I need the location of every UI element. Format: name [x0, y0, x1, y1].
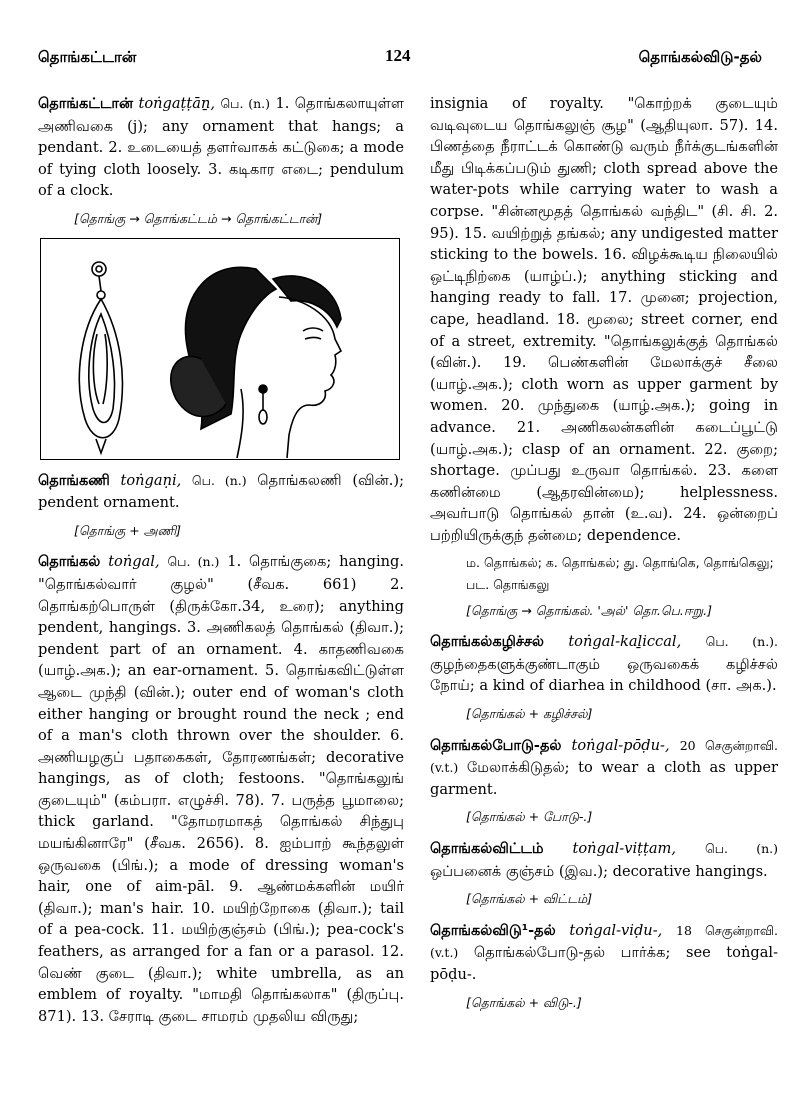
running-head-right: தொங்கல்விடு-தல்: [638, 48, 762, 66]
definition: 1. தொங்கலாயுள்ள அணிவகை (j); any ornament that hangs; a pendant. 2. உடையைத் தளர்வாகக் கட்டுகை; a mode of tying cloth loosely. 3. கடிகார எடை; pendulum of a clock.: [38, 95, 405, 200]
part-of-speech: பெ. (n.): [220, 96, 271, 111]
transliteration: toṅgaṭṭāṉ,: [138, 95, 216, 112]
entry-tongani: [38, 470, 404, 514]
definition: தொங்கலணி (வின்.); pendent ornament.: [38, 471, 405, 512]
definition: தொங்கல்போடு-தல் பார்க்க; see toṅgal-pōḍu-.: [430, 944, 779, 983]
running-head-left: தொங்கட்டான்: [38, 48, 137, 66]
illustration-figure: [40, 238, 400, 460]
etymology: [தொங்கல் + விட்டம்]: [466, 891, 593, 907]
entry-tongal-continued: [430, 93, 778, 546]
etymology: [தொங்கல் + கழிச்சல்]: [466, 706, 593, 722]
headword: தொங்கட்டான்: [38, 96, 134, 112]
headword: தொங்கல்விடு¹-தல்: [430, 922, 556, 939]
etymology: [தொங்கு → தொங்கட்டம் → தொங்கட்டான்]: [74, 210, 323, 226]
headword: தொங்கல்போடு-தல்: [430, 737, 562, 754]
entry-tongal: [38, 551, 404, 1027]
dravidian-cognates: ம. தொங்கல்; க. தொங்கல்; து. தொங்கெ, தொங்கெலு; பட. தொங்கலு: [466, 555, 774, 593]
definition-continued: insignia of royalty. "கொற்றக் குடையும் வடிவுடைய தொங்கலுஞ் சூழ" (ஆதியுலா. 57). 14. பிணத்தை நீராட்டக் கொண்டு வரும் நீர்க்குடங்களின் மீது பிடிக்கப்படும் துணி; cloth spread above the water-pots while carrying water to wash a corpse. "சின்னமூதத் தொங்கல் வந்திட" (சி. சி. 2. 95). 15. வயிற்றுத் தங்கல்; any undigested matter sticking to the bowels. 16. விழக்கூடிய நிலையில் ஒட்டிநிற்கை (யாழ்ப்.); anything sticking and hanging ready to fall. 17. முனை; projection, cape, headland. 18. மூலை; street corner, end of a street, extremity. "தொங்கலுக்குத் தொங்கல் (வின்.). 19. பெண்களின் மேலாக்குச் சீலை (யாழ்.அக.); cloth worn as upper garment by women. 20. முந்துகை (யாழ்.அக.); going in advance. 21. அணிகலன்களின் கடைப்பூட்டு (யாழ்.அக.); clasp of an ornament. 22. குறை; shortage. முப்பது உருவா தொங்கல். 23. களை கணின்மை (ஆதரவின்மை); helplessness. அவர்பாடு தொங்கல் தான் (உ.வ). 24. ஒன்றைப் பற்றியிருக்குந் தன்மை; dependence.: [430, 95, 778, 544]
definition: மேலாக்கிடுதல்; to wear a cloth as upper garment.: [430, 759, 779, 798]
definition: 1. தொங்குகை; hanging. "தொங்கல்வார் குழல்" (சீவக. 661) 2. தொங்கற்பொருள் (திருக்கோ.34, உரை); anything pendent, hangings. 3. அணிகலத் தொங்கல் (திவா.); pendent part of an ornament. 4. காதணிவகை (யாழ்.அக.); an ear-ornament. 5. தொங்கவிட்டுள்ள ஆடை முந்தி (வின்.); outer end of woman's cloth either hanging or brought round the neck ; end of a man's cloth thrown over the shoulder. 6. அணியழகுப் பதாகைகள், தோரணங்கள்; decorative hangings, as of cloth; festoons. "தொங்கலுங் குடையும்" (கம்பரா. எழுச்சி. 78). 7. பருத்த பூமாலை; thick garland. "தோமரமாகத் தொங்கல் சிந்துபு மயங்கினாரே" (சீவக. 2656). 8. ஐம்பாற் கூந்தலுள் ஒருவகை (பிங்.); a mode of dressing woman's hair, one of aim-pāl. 9. ஆண்மக்களின் மயிர் (திவா.); man's hair. 10. மயிற்றோகை (திவா.); tail of a pea-cock. 11. மயிற்குஞ்சம் (பிங்.); pea-cock's feathers, as arranged for a fan or a parasol. 12. வெண் குடை (திவா.); white umbrella, as an emblem of royalty. "மாமதி தொங்கலாக" (திருப்பு. 871). 13. சேராடி குடை சாமரம் முதலிய விருது;: [38, 553, 405, 1025]
entry-tongalvittam: [430, 838, 778, 882]
entry-tongattan: [38, 93, 404, 202]
headword: தொங்கல்: [38, 554, 101, 571]
etymology: [தொங்கு → தொங்கல். 'அல்' தொ.பெ.ஈறு.]: [466, 602, 712, 618]
transliteration: toṅgal,: [108, 553, 160, 571]
column-right: [430, 93, 778, 1021]
etymology: [தொங்கல் + போடு-.]: [466, 809, 593, 825]
part-of-speech: பெ. (n.).: [705, 634, 779, 650]
transliteration: toṅgal-viḍu-,: [569, 921, 663, 939]
transliteration: toṅgal-viṭṭam,: [572, 840, 677, 857]
definition: ஒப்பனைக் குஞ்சம் (இவ.); decorative hangings.: [430, 862, 768, 880]
transliteration: toṅgaṇi,: [120, 471, 182, 489]
part-of-speech: பெ. (n.): [191, 472, 247, 488]
headword: தொங்கணி: [38, 472, 110, 489]
part-of-speech: பெ. (n.): [704, 841, 779, 856]
transliteration: toṅgal-kaḻiccal,: [568, 633, 682, 651]
page-number: 124: [385, 46, 411, 65]
pendant-woman-drawing: [41, 239, 398, 458]
column-left: [38, 93, 404, 1033]
headword: தொங்கல்விட்டம்: [430, 841, 544, 857]
transliteration: toṅgal-pōḍu-,: [571, 736, 670, 754]
headword: தொங்கல்கழிச்சல்: [430, 634, 544, 651]
part-of-speech: 18 செகுன்றாவி. (v.t.): [430, 922, 779, 961]
part-of-speech: பெ. (n.): [167, 554, 220, 570]
entry-tongalpodu: [430, 735, 778, 801]
definition: குழந்தைகளுக்குண்டாகும் ஒருவகைக் கழிச்சல் நோய்; a kind of diarhea in childhood (சா. அக.).: [430, 655, 778, 695]
entry-tongalvidu: [430, 920, 778, 986]
entry-tongalkaliccal: [430, 631, 778, 697]
etymology: [தொங்கல் + விடு-.]: [466, 994, 582, 1010]
etymology: [தொங்கு + அணி]: [74, 522, 182, 538]
part-of-speech: 20 செகுன்றாவி. (v.t.): [430, 737, 779, 776]
